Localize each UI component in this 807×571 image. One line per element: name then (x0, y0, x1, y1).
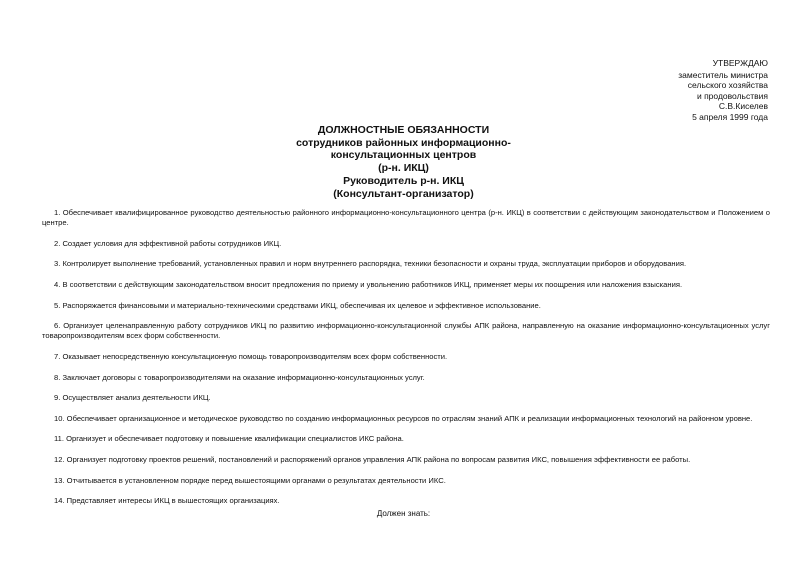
duty-item: 7. Оказывает непосредственную консультационную помощь товаропроизводителям всех форм собственности. (54, 351, 448, 361)
duty-item: 10. Обеспечивает организационное и методическое руководство по созданию информационных ресурсов по отраслям знаний АПК и реализации информационных технологий на районном уровне. (54, 413, 753, 423)
duty-item: 3. Контролирует выполнение требований, установленных правил и норм внутреннего распорядка, техники безопасности и охраны труда, эксплуатации приборов и оборудования. (54, 259, 687, 269)
title-line: сотрудников районных информационно- (296, 136, 511, 149)
duty-item: 8. Заключает договоры с товаропроизводителями на оказание информационно-консультационных услуг. (54, 372, 425, 382)
position-line: Руководитель р-н. ИКЦ (343, 175, 464, 187)
duty-item: 12. Организует подготовку проектов решений, постановлений и распоряжений органов управления АПК района по вопросам развития ИКС, повышения эффективности ее работы. (54, 454, 691, 464)
title-line: (р-н. ИКЦ) (378, 161, 429, 174)
approval-line: и продовольствия (696, 90, 768, 101)
duty-item: 11. Организует и обеспечивает подготовку и повышение квалификации специалистов ИКС района. (54, 434, 404, 444)
title-line: консультационных центров (330, 149, 477, 161)
approval-signatory: С.В.Киселев (718, 101, 768, 112)
duty-item: 1. Обеспечивает квалифицированное руководство деятельностью районного информационно-консультационного центра (р-н. ИКЦ) в соответствии с действующим законодательством и Положением о центре. (42, 208, 770, 228)
position-line: (Консультант-организатор) (333, 187, 474, 200)
duty-item: 13. Отчитывается в установленном порядке перед вышестоящими органами о результатах деятельности ИКС. (54, 475, 446, 485)
approval-title: УТВЕРЖДАЮ (712, 58, 768, 68)
must-know-heading: Должен знать: (376, 509, 431, 518)
title-line: ДОЛЖНОСТНЫЕ ОБЯЗАННОСТИ (317, 124, 490, 136)
approval-date: 5 апреля 1999 года (692, 111, 768, 122)
approval-line: сельского хозяйства (687, 80, 768, 91)
duty-item: 6. Организует целенаправленную работу сотрудников ИКЦ по развитию информационно-консультационной службы АПК района, направленную на оказание информационно-консультационных услуг товаропроизводителям всех форм собственности. (42, 321, 770, 341)
duties-list (42, 208, 770, 517)
duty-item: 14. Представляет интересы ИКЦ в вышестоящих организациях. (54, 496, 280, 506)
duty-item: 5. Распоряжается финансовыми и материально-техническими средствами ИКЦ, обеспечивая их целевое и эффективное использование. (54, 300, 541, 310)
duty-item: 2. Создает условия для эффективной работы сотрудников ИКЦ. (54, 238, 282, 248)
document-title (0, 124, 807, 174)
position-title (0, 175, 807, 200)
approval-block (678, 58, 768, 123)
duty-item: 4. В соответствии с действующим законодательством вносит предложения по приему и увольнению работников ИКЦ, применяет меры их поощрения или наложения взыскания. (54, 279, 683, 289)
approval-line: заместитель министра (678, 69, 768, 80)
duty-item: 9. Осуществляет анализ деятельности ИКЦ. (54, 393, 211, 403)
